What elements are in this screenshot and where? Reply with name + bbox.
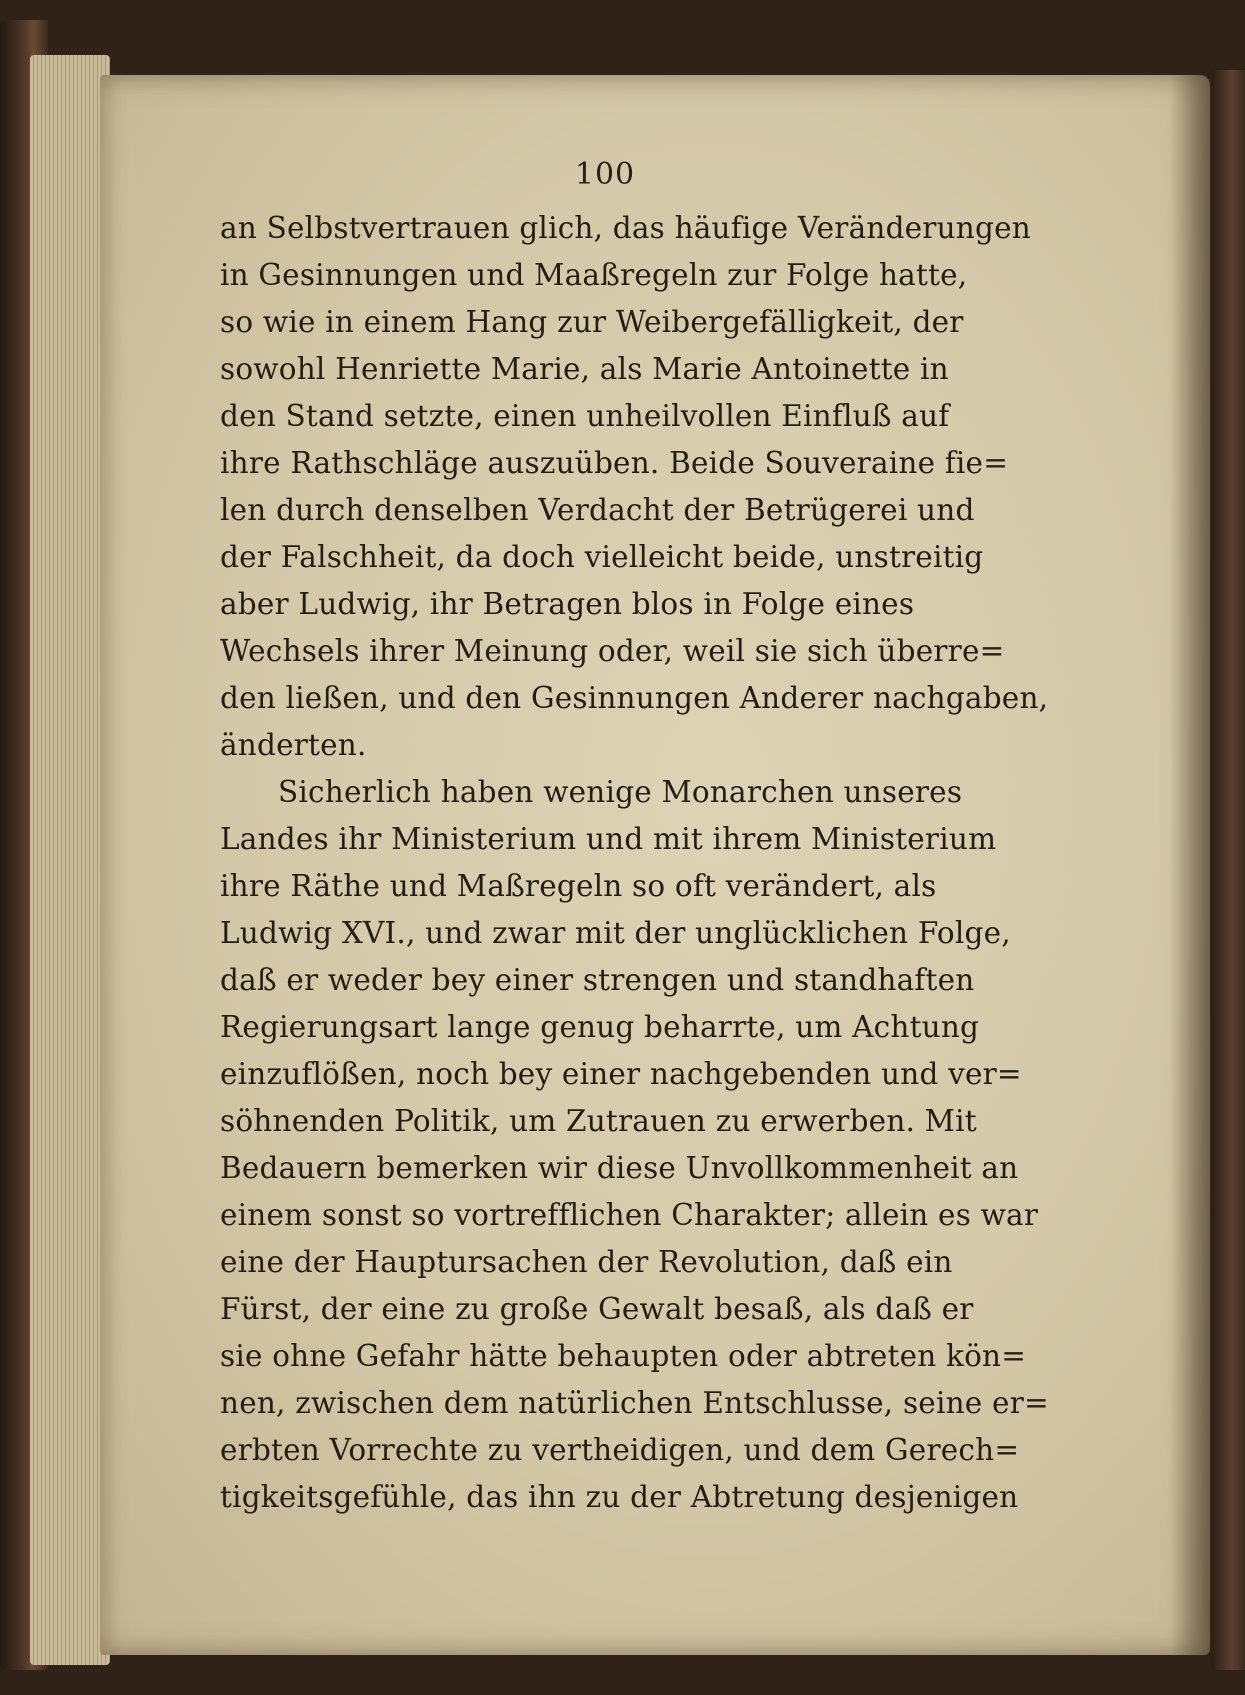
page-number: 100 — [574, 157, 636, 192]
text-line: Fürst, der eine zu große Gewalt besaß, als daß er — [220, 1292, 974, 1326]
text-line: tigkeitsgefühle, das ihn zu der Abtretung desjenigen — [220, 1480, 1019, 1514]
text-line: Landes ihr Ministerium und mit ihrem Ministerium — [220, 822, 997, 856]
book-spine-right — [1212, 70, 1245, 1670]
text-line: in Gesinnungen und Maaßregeln zur Folge hatte, — [220, 258, 968, 292]
text-line: aber Ludwig, ihr Betragen blos in Folge eines — [220, 587, 915, 621]
text-line: einem sonst so vortrefflichen Charakter; allein es war — [220, 1198, 1039, 1232]
text-line: daß er weder bey einer strengen und standhaften — [220, 963, 975, 997]
text-line: so wie in einem Hang zur Weibergefälligkeit, der — [220, 305, 964, 339]
book-page — [100, 75, 1210, 1655]
text-line: änderten. — [220, 728, 367, 762]
text-line: nen, zwischen dem natürlichen Entschlusse, seine er= — [220, 1386, 1049, 1420]
page-edges — [30, 55, 110, 1665]
text-line: Ludwig XVI., und zwar mit der unglücklichen Folge, — [220, 916, 1011, 950]
text-line: ihre Räthe und Maßregeln so oft verändert, als — [220, 869, 937, 903]
text-line: sie ohne Gefahr hätte behaupten oder abtreten kön= — [220, 1339, 1027, 1373]
text-line: söhnenden Politik, um Zutrauen zu erwerben. Mit — [220, 1104, 977, 1138]
text-line: einzuflößen, noch bey einer nachgebenden und ver= — [220, 1057, 1022, 1091]
text-line: Regierungsart lange genug beharrte, um Achtung — [220, 1010, 980, 1044]
text-line: sowohl Henriette Marie, als Marie Antoinette in — [220, 352, 949, 386]
text-line: erbten Vorrechte zu vertheidigen, und dem Gerech= — [220, 1433, 1020, 1467]
text-line: den ließen, und den Gesinnungen Anderer nachgaben, — [220, 681, 1049, 715]
text-line: eine der Hauptursachen der Revolution, daß ein — [220, 1245, 953, 1279]
text-line: Wechsels ihrer Meinung oder, weil sie sich überre= — [220, 634, 1005, 668]
page-gutter-shadow — [1170, 75, 1210, 1655]
text-line: der Falschheit, da doch vielleicht beide, unstreitig — [220, 540, 984, 574]
text-line: ihre Rathschläge auszuüben. Beide Souveraine fie= — [220, 446, 1009, 480]
text-line: den Stand setzte, einen unheilvollen Einfluß auf — [220, 399, 950, 433]
text-line: len durch denselben Verdacht der Betrügerei und — [220, 493, 975, 527]
page-text — [220, 205, 1120, 1521]
paragraph-start-line: Sicherlich haben wenige Monarchen unseres — [278, 775, 963, 809]
text-line: an Selbstvertrauen glich, das häufige Veränderungen — [220, 211, 1031, 245]
text-line: Bedauern bemerken wir diese Unvollkommenheit an — [220, 1151, 1019, 1185]
